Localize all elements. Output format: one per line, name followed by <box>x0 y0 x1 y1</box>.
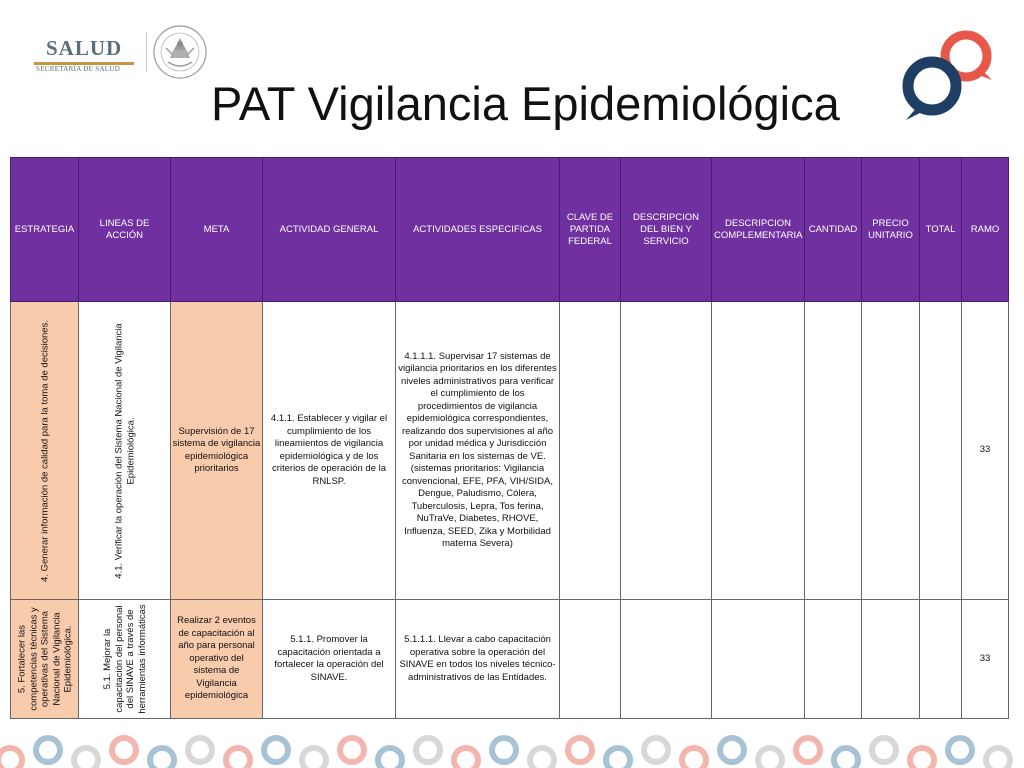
estrategia-text: 4. Generar información de calidad para la toma de decisiones. <box>38 319 50 582</box>
cell-estrategia <box>11 302 79 600</box>
column-header-precio-unitario: PRECIO UNITARIO <box>862 158 920 302</box>
cell-descripcion-bien <box>621 302 712 600</box>
footer-bubble <box>36 738 60 762</box>
linea-accion-text: 5.1. Mejorar la capacitación del personal del SINAVE a través de herramientas informáticas <box>101 604 147 714</box>
cell-total <box>920 600 962 719</box>
footer-bubble <box>416 738 440 762</box>
column-header-estrategia: ESTRATEGIA <box>11 158 79 302</box>
cell-descripcion-complementaria <box>712 600 805 719</box>
cell-precio-unitario <box>862 302 920 600</box>
footer-pattern-motifs <box>0 738 1010 768</box>
pat-table <box>10 157 1009 719</box>
cell-actividades-especificas: 5.1.1.1. Llevar a cabo capacitación operativa sobre la operación del SINAVE en todos los niveles técnico-administrativos de las Entidades. <box>396 600 560 719</box>
column-header-descripcion-complementaria: DESCRIPCION COMPLEMENTARIA <box>712 158 805 302</box>
footer-bubble <box>872 738 896 762</box>
salud-logo-name: SALUD <box>46 36 123 60</box>
footer-bubble <box>834 748 858 768</box>
cell-clave-partida <box>560 302 621 600</box>
footer-bubble <box>112 738 136 762</box>
cell-cantidad <box>805 600 862 719</box>
table-row <box>11 302 1009 600</box>
footer-bubble <box>758 748 782 768</box>
table-row <box>11 600 1009 719</box>
footer-bubble <box>454 748 478 768</box>
footer-bubble <box>264 738 288 762</box>
column-header-clave-partida: CLAVE DE PARTIDA FEDERAL <box>560 158 621 302</box>
cell-ramo: 33 <box>962 600 1009 719</box>
linea-accion-text: 4.1. Verificar la operación del Sistema Nacional de Vigilancia Epidemiológica. <box>113 322 136 579</box>
estrategia-text: 5. Fortalecer las competencias técnicas y operativas del Sistema Nacional de Vigilancia Epidemiológica. <box>15 607 73 711</box>
footer-bubble <box>720 738 744 762</box>
footer-bubble <box>188 738 212 762</box>
footer-bubble <box>606 748 630 768</box>
cell-clave-partida <box>560 600 621 719</box>
footer-bubble <box>568 738 592 762</box>
cell-linea-accion <box>79 600 171 719</box>
footer-bubble <box>340 738 364 762</box>
cell-descripcion-bien <box>621 600 712 719</box>
footer-bubble <box>986 748 1010 768</box>
footer-bubble <box>378 748 402 768</box>
cell-ramo: 33 <box>962 302 1009 600</box>
column-header-total: TOTAL <box>920 158 962 302</box>
footer-bubble <box>492 738 516 762</box>
salud-logo-subtitle: SECRETARÍA DE SALUD <box>36 65 121 73</box>
column-header-actividades-especificas: ACTIVIDADES ESPECIFICAS <box>396 158 560 302</box>
cell-actividades-especificas: 4.1.1.1. Supervisar 17 sistemas de vigilancia prioritarios en los diferentes niveles administrativos para verificar el cumplimiento de los procedimientos de vigilancia epidemiológica correspondientes, realizando dos supervisiones al año por unidad médica y Jurisdicción Sanitaria en los sistemas de VE. (sistemas prioritarios: Vigilancia convencional, EFE, PFA, VIH/SIDA, Dengue, Paludismo, Cólera, Tuberculosis, Lepra, Tos ferina, NuTraVe, Diabetes, RHOVE, Influenza, SEED, Zika y Morbilidad materna Severa) <box>396 302 560 600</box>
footer-bubble <box>948 738 972 762</box>
cell-meta: Supervisión de 17 sistema de vigilancia epidemiológica prioritarios <box>171 302 263 600</box>
footer-bubble <box>910 748 934 768</box>
footer-pattern <box>0 720 1024 768</box>
footer-bubble <box>226 748 250 768</box>
slide-header <box>0 0 1024 150</box>
cell-estrategia <box>11 600 79 719</box>
column-header-ramo: RAMO <box>962 158 1009 302</box>
table-header-row <box>11 158 1009 302</box>
cell-actividad-general: 4.1.1. Establecer y vigilar el cumplimiento de los lineamientos de vigilancia epidemiológica y de los criterios de operación de la RNLSP. <box>263 302 396 600</box>
cell-meta: Realizar 2 eventos de capacitación al año para personal operativo del sistema de Vigilancia epidemiológica <box>171 600 263 719</box>
cell-cantidad <box>805 302 862 600</box>
footer-bubble <box>150 748 174 768</box>
footer-bubble <box>74 748 98 768</box>
footer-bubble <box>682 748 706 768</box>
cell-precio-unitario <box>862 600 920 719</box>
footer-bubble <box>796 738 820 762</box>
cell-total <box>920 302 962 600</box>
column-header-meta: META <box>171 158 263 302</box>
cell-linea-accion <box>79 302 171 600</box>
logo-divider <box>146 32 147 72</box>
column-header-descripcion-bien: DESCRIPCION DEL BIEN Y SERVICIO <box>621 158 712 302</box>
cell-actividad-general: 5.1.1. Promover la capacitación orientada a fortalecer la operación del SINAVE. <box>263 600 396 719</box>
brand-logo-icon <box>896 28 1000 124</box>
footer-bubble <box>644 738 668 762</box>
cell-descripcion-complementaria <box>712 302 805 600</box>
column-header-lineas-accion: LINEAS DE ACCIÓN <box>79 158 171 302</box>
salud-logo <box>34 34 144 74</box>
footer-bubble <box>0 748 22 768</box>
page-title: PAT Vigilancia Epidemiológica <box>211 77 840 130</box>
column-header-cantidad: CANTIDAD <box>805 158 862 302</box>
footer-bubble <box>302 748 326 768</box>
column-header-actividad-general: ACTIVIDAD GENERAL <box>263 158 396 302</box>
mexico-seal-icon <box>152 24 208 80</box>
footer-bubble <box>530 748 554 768</box>
